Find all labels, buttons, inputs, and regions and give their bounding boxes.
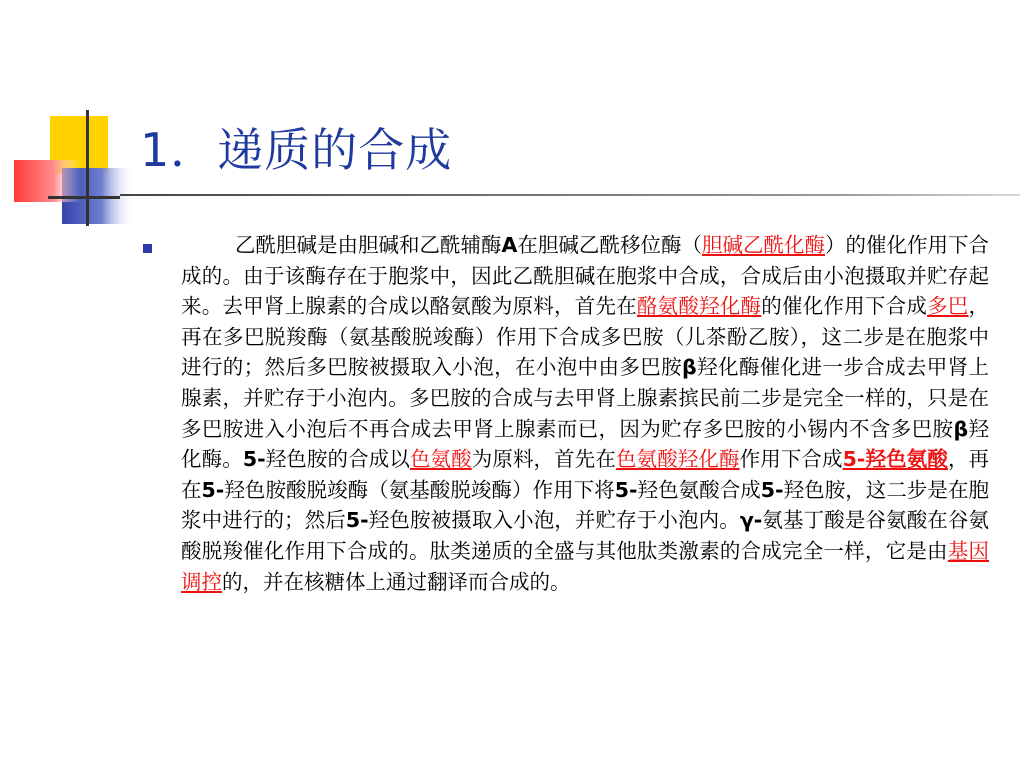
logo-vertical-line — [86, 110, 89, 226]
bold-text: 5- — [242, 447, 266, 472]
text-run: 羟色胺酸脱竣酶（氨基酸脱竣酶）作用下将 — [224, 477, 615, 502]
highlighted-term: 多巴 — [927, 294, 969, 319]
text-run: 羟化酶催化进一步合成去甲肾上腺素，并贮存于小泡内。多巴胺的合成与去甲肾上腺素摈民前二步是完全一样的，只是在多巴胺进入小泡后不再合成去甲肾上腺素而已，因为贮存多巴胺的小锡内不含多巴胺 — [181, 355, 990, 441]
highlighted-term: 胆碱乙酰化酶 — [701, 233, 825, 257]
text-run: 羟色氨酸合成 — [637, 477, 761, 502]
highlighted-term: 基因调控 — [181, 538, 990, 594]
bold-text: 5- — [345, 508, 369, 533]
bullet-marker — [143, 244, 152, 253]
text-run: 作用下合成 — [739, 447, 843, 472]
text-run: 羟化酶。 — [181, 416, 990, 472]
highlighted-term: 酪氨酸羟化酶 — [636, 294, 762, 319]
bold-text: γ- — [739, 508, 763, 533]
highlighted-term: 色氨酸羟化酶 — [615, 447, 740, 472]
title-underline — [120, 194, 1020, 196]
text-run: 的催化作用下合成 — [761, 294, 928, 319]
text-run: 氨基丁酸是谷氨酸在谷氨酸脱羧催化作用下合成的。肽类递质的全盛与其他肽类激素的合成完全一样，它是由 — [181, 508, 990, 563]
bold-text: β — [953, 416, 969, 441]
text-run: 在胆碱乙酰移位酶（ — [517, 233, 702, 257]
bold-text: 5- — [760, 477, 784, 502]
logo-red-square — [14, 160, 80, 202]
bold-text: β — [682, 355, 697, 380]
text-run: ）的催化作用下合成的。由于该酶存在于胞浆中，因此乙酰胆碱在胞浆中合成，合成后由小泡摄取并贮存起来。去甲肾上腺素的合成以酪氨酸为原料，首先在 — [181, 233, 990, 319]
text-run: ，再在 — [181, 447, 990, 502]
highlighted-term: 色氨酸 — [409, 447, 472, 472]
text-run: 羟色胺被摄取入小泡，并贮存于小泡内。 — [368, 508, 740, 533]
bold-text: 5- — [614, 477, 638, 502]
bold-text: 5- — [201, 477, 225, 502]
slide-title: 1．递质的合成 — [140, 123, 453, 177]
text-run: 的，并在核糖体上通过翻译而合成的。 — [222, 569, 571, 594]
text-run: 乙酰胆碱是由胆碱和乙酰辅酶 — [235, 233, 502, 257]
logo-horizontal-line — [48, 196, 120, 199]
text-run: ，再在多巴脱羧酶（氨基酸脱竣酶）作用下合成多巴胺（儿茶酚乙胺），这二步是在胞浆中进行的；然后多巴胺被摄取入小泡，在小泡中由多巴胺 — [181, 294, 990, 380]
text-run: 羟色胺的合成以 — [265, 447, 410, 472]
text-run: 为原料，首先在 — [471, 447, 616, 472]
bold-text: A — [501, 233, 518, 257]
text-run: 羟色胺，这二步是在胞浆中进行的；然后 — [181, 477, 990, 533]
body-paragraph — [181, 230, 989, 597]
highlighted-term: 5-羟色氨酸 — [842, 447, 948, 472]
